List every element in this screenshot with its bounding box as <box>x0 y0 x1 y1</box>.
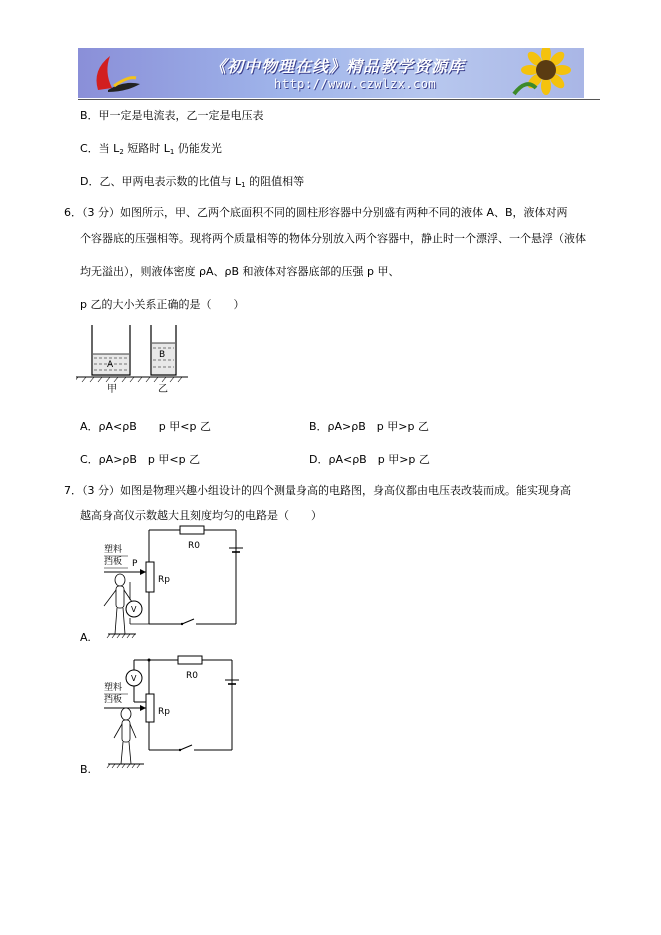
q5-option-d <box>80 173 304 189</box>
header-rule <box>78 99 600 100</box>
q6-stem-line2: 个容器底的压强相等。现将两个质量相等的物体分别放入两个容器中，静止时一个漂浮、一个悬浮（液体 <box>80 232 586 245</box>
q5-option-d-text1: D．乙、甲两电表示数的比值与 L <box>80 175 242 188</box>
q5-option-c-text1: C．当 L <box>80 142 120 155</box>
q7-stem-line1: 7．（3 分）如图是物理兴趣小组设计的四个测量身高的电路图，身高仪都由电压表改装而成。能实现身高 <box>64 484 571 497</box>
q6-label-a: A <box>107 360 114 370</box>
banner-url: http://www.czwlzx.com <box>274 77 437 91</box>
q6-option-c: C．ρA>ρB p 甲<p 乙 <box>80 453 201 466</box>
q6-caption-jia: 甲 <box>107 384 117 395</box>
q5-option-d-text2: 的阻值相等 <box>245 175 305 188</box>
q6-label-b: B <box>159 350 166 360</box>
q5-option-c <box>80 140 222 156</box>
q7a-label-p: P <box>132 559 138 569</box>
header-banner <box>78 48 584 98</box>
q5-option-c-text3: 仍能发光 <box>174 142 222 155</box>
q7a-label-plate: 塑料 <box>104 545 123 555</box>
q5-option-d-sub: 1 <box>241 181 246 189</box>
q6-option-b: B．ρA>ρB p 甲>p 乙 <box>309 420 429 433</box>
q7a-label-plate2: 挡板 <box>104 557 123 567</box>
q6-option-d: D．ρA<ρB p 甲>p 乙 <box>309 453 430 466</box>
q7-option-b-label: B. <box>80 763 92 776</box>
banner-title: 《初中物理在线》精品教学资源库 <box>210 57 466 76</box>
q7-option-a-label: A. <box>80 631 91 644</box>
q5-option-c-sub2: 1 <box>169 148 175 156</box>
q7-circuit-a <box>76 522 246 647</box>
q6-stem-line3: 均无溢出），则液体密度 ρA、ρB 和液体对容器底部的压强 p 甲、 <box>80 265 400 278</box>
sunflower-icon <box>506 48 580 98</box>
q7b-label-plate2: 挡板 <box>104 695 123 705</box>
site-logo-icon <box>84 50 144 96</box>
q6-stem-line1: 6．（3 分）如图所示，甲、乙两个底面积不同的圆柱形容器中分别盛有两种不同的液体 A、B，液体对两 <box>64 206 568 219</box>
q7a-label-r0: R0 <box>188 541 200 551</box>
q7b-label-v: V <box>131 674 137 683</box>
q6-option-a: A．ρA<ρB p 甲<p 乙 <box>80 420 211 433</box>
q7b-label-plate: 塑料 <box>104 683 123 693</box>
q5-option-c-sub1: 2 <box>119 148 124 156</box>
q7b-label-rp: Rp <box>158 707 170 717</box>
q5-option-c-text2: 短路时 L <box>123 142 170 155</box>
q6-stem-line4: p 乙的大小关系正确的是（ ） <box>80 298 245 311</box>
q7a-label-v: V <box>131 605 137 614</box>
q6-caption-yi: 乙 <box>158 384 168 395</box>
q5-option-b: B．甲一定是电流表，乙一定是电压表 <box>80 109 264 122</box>
q7-stem-line2: 越高身高仪示数越大且刻度均匀的电路是（ ） <box>80 509 322 522</box>
q6-container-figure <box>76 320 196 400</box>
q7a-label-rp: Rp <box>158 575 170 585</box>
q7b-label-r0: R0 <box>186 671 198 681</box>
q7-circuit-b <box>76 652 246 772</box>
